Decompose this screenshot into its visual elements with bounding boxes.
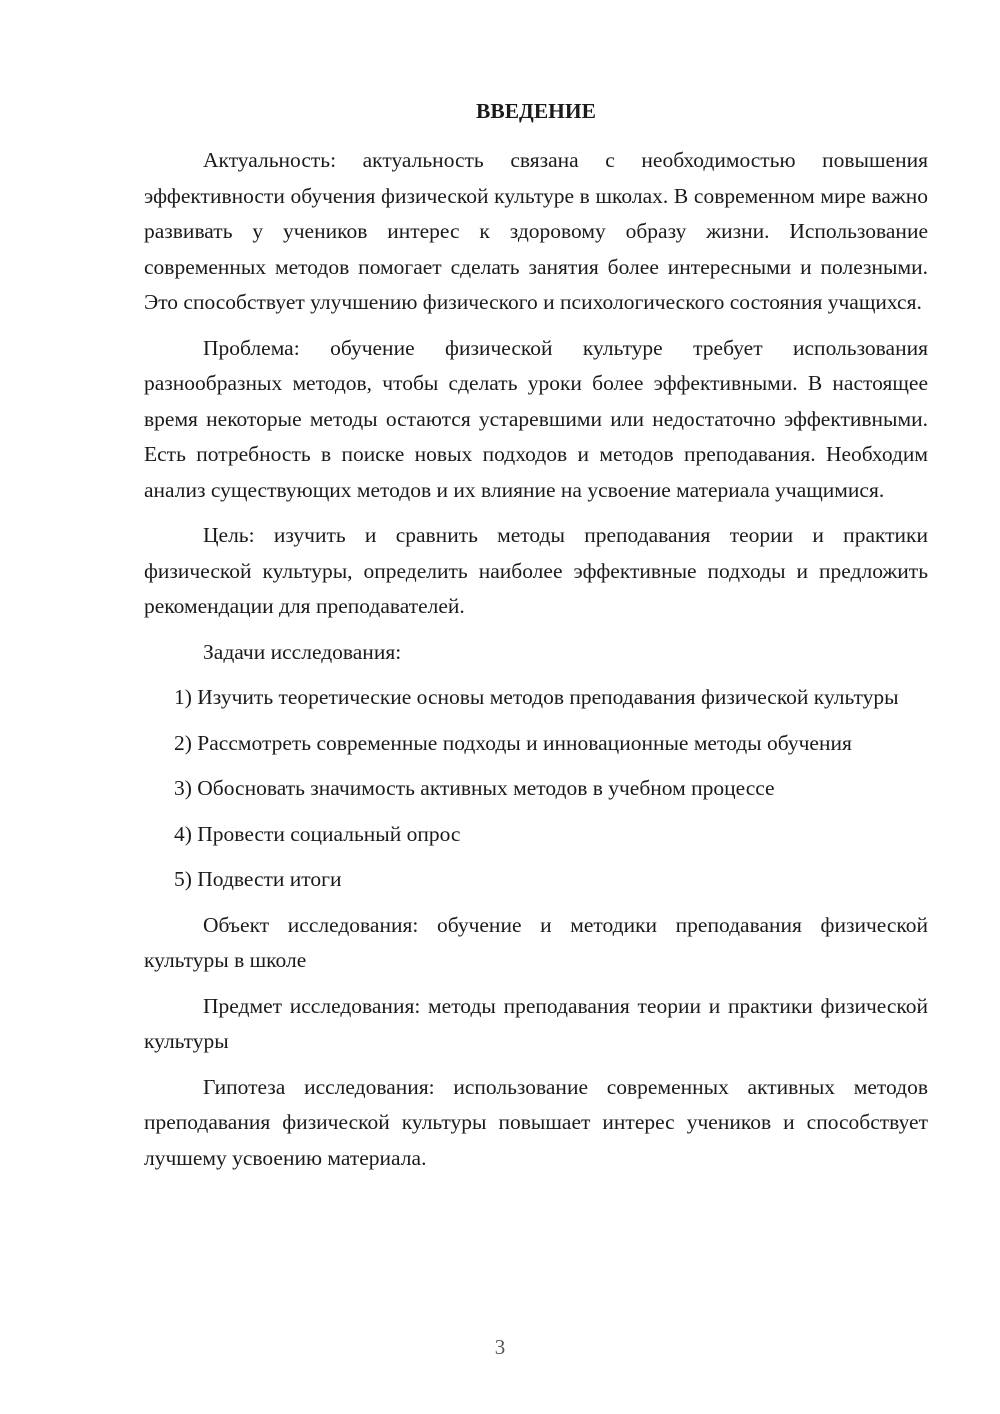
problem-paragraph: Проблема: обучение физической культуре требует использования разнообразных методов, чтобы сделать уроки более эффективными. В настоящее время некоторые методы остаются устаревшими или недостаточно эффективными. Есть потребность в поиске новых подходов и методов преподавания. Необходим анализ существующих методов и их влияние на усвоение материала учащимися. [144, 335, 928, 502]
page-number: 3 [494, 1335, 506, 1359]
section-title: ВВЕДЕНИЕ [476, 99, 596, 123]
task-item: 4) Провести социальный опрос [174, 821, 461, 846]
task-item: 3) Обосновать значимость активных методов в учебном процессе [174, 776, 775, 800]
tasks-heading: Задачи исследования: [203, 639, 402, 664]
task-item: 2) Рассмотреть современные подходы и инновационные методы обучения [174, 730, 852, 755]
page-content [144, 94, 928, 1186]
task-item: 5) Подвести итоги [174, 867, 342, 891]
task-item: 1) Изучить теоретические основы методов преподавания физической культуры [174, 685, 899, 709]
hypothesis-paragraph: Гипотеза исследования: использование современных активных методов преподавания физической культуры повышает интерес учеников и способствует лучшему усвоению материала. [144, 1074, 928, 1170]
object-paragraph: Объект исследования: обучение и методики преподавания физической культуры в школе [144, 912, 928, 972]
subject-paragraph: Предмет исследования: методы преподавания теории и практики физической культуры [144, 993, 928, 1053]
goal-paragraph: Цель: изучить и сравнить методы преподавания теории и практики физической культуры, определить наиболее эффективные подходы и предложить рекомендации для преподавателей. [144, 523, 928, 618]
relevance-paragraph: Актуальность: актуальность связана с необходимостью повышения эффективности обучения физической культуре в школах. В современном мире важно развивать у учеников интерес к здоровому образу жизни. Использование современных методов помогает сделать занятия более интересными и полезными. Это способствует улучшению физического и психологического состояния учащихся. [144, 148, 928, 314]
